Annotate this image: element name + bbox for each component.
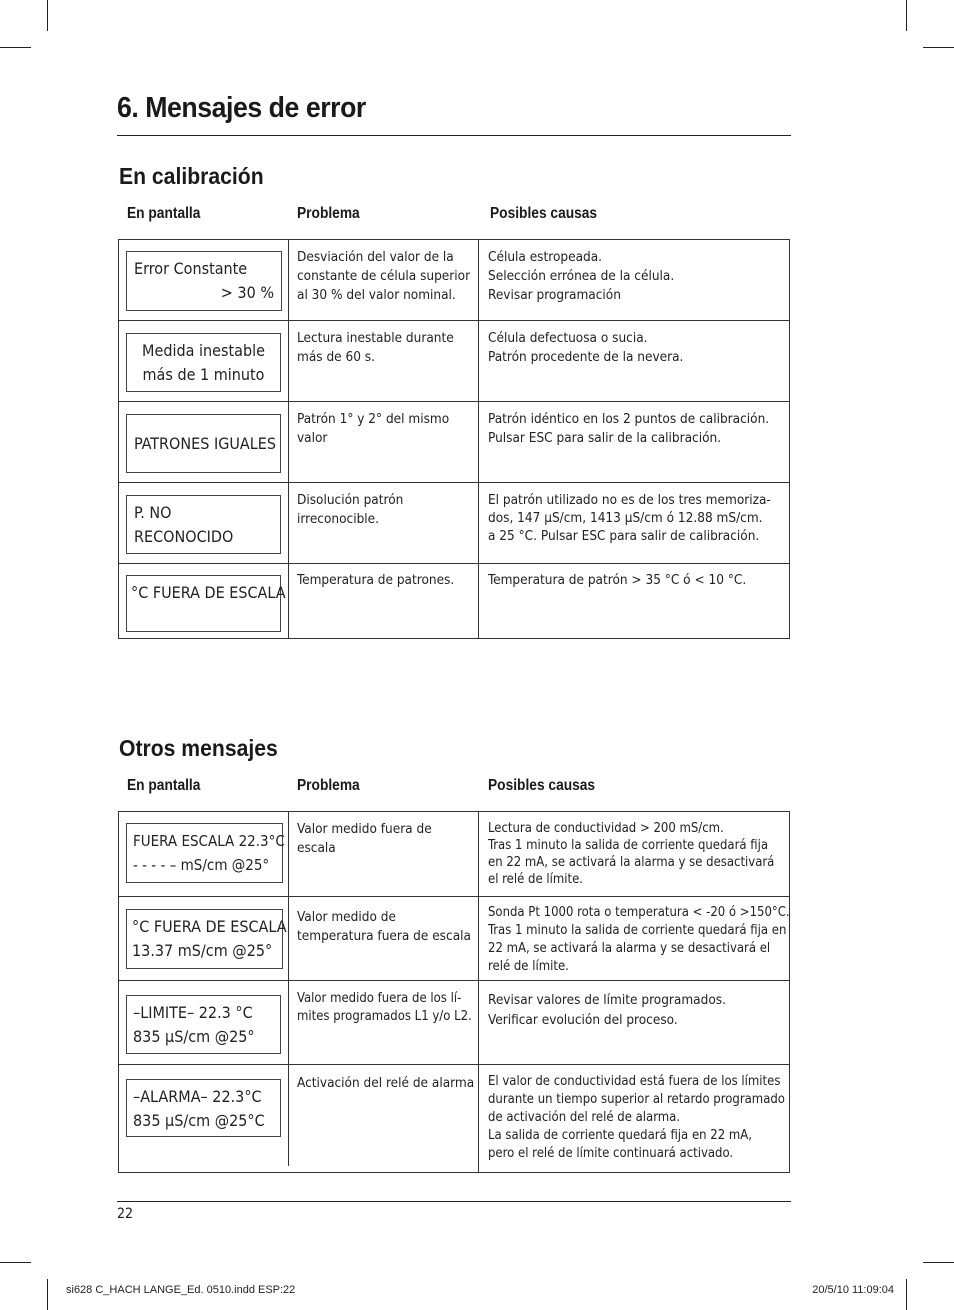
crop-mark [923,1262,954,1263]
footer-rule [117,1201,791,1202]
problem-text: constante de célula superior [297,268,471,284]
crop-mark [906,0,907,31]
causes-cell [488,820,774,888]
print-slug-file: si628 C_HACH LANGE_Ed. 0510.indd ESP:22 [66,1284,296,1296]
table-row [119,240,789,320]
title-rule [117,135,791,136]
table-row [119,980,789,1064]
problem-text: irreconocible. [297,511,380,527]
cause-text: El patrón utilizado no es de los tres memoriza- [488,492,771,508]
causes-cell [488,329,683,367]
problem-cell [297,248,470,305]
display-message [126,333,281,392]
print-slug-date: 20/5/10 11:09:04 [812,1284,894,1296]
problem-cell [297,410,449,448]
display-line: 835 µS/cm @25°C [133,1111,265,1130]
cause-text: 22 mA, se activará la alarma y se desactivará el [488,941,771,956]
cause-text: Célula estropeada. [488,249,603,265]
display-message [126,575,286,632]
problem-text: temperatura fuera de escala [297,928,471,944]
problem-text: Valor medido fuera de [297,821,432,837]
cause-text: en 22 mA, se activará la alarma y se desactivará [488,855,775,870]
causes-cell [488,491,771,545]
cause-text: relé de límite. [488,959,569,974]
display-message [126,823,283,883]
causes-cell [488,904,790,976]
display-message [126,414,281,473]
column-header-causes: Posibles causas [488,777,596,794]
page-number: 22 [117,1206,134,1222]
problem-cell [297,491,403,529]
cause-text: Verificar evolución del proceso. [488,1012,678,1028]
problem-cell [297,329,454,367]
problem-text: Activación del relé de alarma [297,1075,475,1091]
problem-text: al 30 % del valor nominal. [297,287,456,303]
cause-text: La salida de corriente quedará fija en 22 mA, [488,1128,752,1143]
table-row [119,812,789,896]
cause-text: Patrón procedente de la nevera. [488,349,684,365]
column-header-screen: En pantalla [127,777,201,794]
causes-cell [488,1073,785,1163]
display-line: °C FUERA DE ESCALA [131,583,286,602]
table-row [119,401,789,482]
table-row [119,482,789,563]
cause-text: Tras 1 minuto la salida de corriente quedará fija [488,838,769,853]
column-header-causes: Posibles causas [490,205,598,222]
causes-cell [488,248,674,305]
problem-cell [297,990,472,1026]
display-line: - - - - – mS/cm @25° [133,856,270,874]
causes-cell [488,990,726,1030]
problem-cell [297,820,432,858]
causes-cell [488,571,746,590]
cause-text: Tras 1 minuto la salida de corriente quedará fija en [488,923,787,938]
problem-text: Valor medido de [297,909,396,925]
display-line: 835 µS/cm @25° [133,1027,255,1046]
cause-text: El valor de conductividad está fuera de los límites [488,1074,781,1089]
display-message [126,1079,281,1137]
problem-text: mites programados L1 y/o L2. [297,1009,472,1024]
table-row [119,320,789,401]
problem-text: Lectura inestable durante [297,330,454,346]
other-messages-table [118,811,790,1173]
problem-cell [297,1074,474,1093]
cause-text: el relé de límite. [488,872,584,887]
problem-cell [297,908,471,946]
crop-mark [923,47,954,48]
display-message [126,909,287,969]
display-line: °C FUERA DE ESCALA [132,917,287,936]
cause-text: dos, 147 µS/cm, 1413 µS/cm ó 12.88 mS/cm. [488,510,763,526]
display-line: Medida inestable [142,341,265,360]
problem-text: Desviación del valor de la [297,249,454,265]
display-message [126,251,282,311]
crop-mark [47,0,48,31]
column-header-problem: Problema [297,205,360,222]
problem-text: Valor medido fuera de los lí- [297,991,462,1006]
display-line: P. NO [134,503,172,522]
display-message [126,495,281,554]
calibration-table [118,239,790,639]
display-line: más de 1 minuto [142,365,265,384]
display-line: –LIMITE– 22.3 °C [133,1003,253,1022]
display-line: 13.37 mS/cm @25° [132,941,273,960]
cause-text: de activación del relé de alarma. [488,1110,681,1125]
display-line: > 30 % [220,283,274,302]
crop-mark [47,1279,48,1310]
problem-cell [297,571,454,590]
cause-text: Sonda Pt 1000 rota o temperatura < -20 ó >150°C. [488,905,790,920]
causes-cell [488,410,769,448]
problem-text: Patrón 1° y 2° del mismo [297,411,450,427]
cause-text: Patrón idéntico en los 2 puntos de calibración. [488,411,770,427]
problem-text: Temperatura de patrones. [297,572,455,588]
display-line: FUERA ESCALA 22.3°C [133,832,285,850]
display-line: PATRONES IGUALES [134,434,276,453]
display-line: Error Constante [134,259,248,278]
problem-text: escala [297,840,336,856]
cause-text: Pulsar ESC para salir de la calibración. [488,430,722,446]
page-title: 6. Mensajes de error [117,92,366,124]
cause-text: Lectura de conductividad > 200 mS/cm. [488,821,724,836]
cause-text: Selección errónea de la célula. [488,268,675,284]
cause-text: a 25 °C. Pulsar ESC para salir de calibración. [488,528,760,544]
column-header-screen: En pantalla [127,205,201,222]
section-title-other: Otros mensajes [119,735,278,761]
problem-text: más de 60 s. [297,349,375,365]
table-row [119,896,789,980]
crop-mark [0,47,31,48]
column-header-problem: Problema [297,777,360,794]
section-title-calibration: En calibración [119,163,264,189]
table-row [119,1064,789,1172]
cause-text: Revisar valores de límite programados. [488,992,726,1008]
cause-text: pero el relé de límite continuará activado. [488,1146,734,1161]
problem-text: valor [297,430,328,446]
problem-text: Disolución patrón [297,492,404,508]
display-line: RECONOCIDO [134,527,234,546]
display-message [126,995,281,1054]
cause-text: Temperatura de patrón > 35 °C ó < 10 °C. [488,572,747,588]
crop-mark [906,1279,907,1310]
cause-text: durante un tiempo superior al retardo programado [488,1092,785,1107]
table-row [119,563,789,638]
cause-text: Célula defectuosa o sucia. [488,330,648,346]
display-line: –ALARMA– 22.3°C [133,1087,262,1106]
crop-mark [0,1262,31,1263]
cause-text: Revisar programación [488,287,621,303]
